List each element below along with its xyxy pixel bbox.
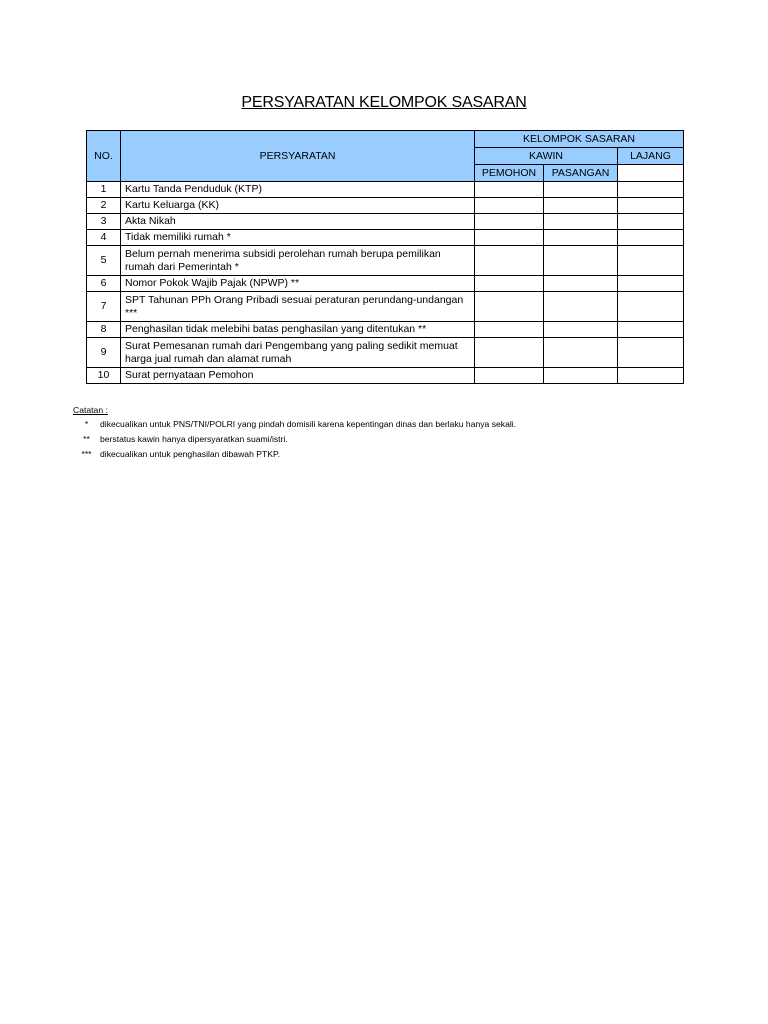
applicant-cell (475, 182, 544, 198)
notes-title: Catatan : (73, 405, 108, 415)
row-number: 3 (87, 214, 121, 230)
spouse-cell (544, 214, 618, 230)
requirement-text: SPT Tahunan PPh Orang Pribadi sesuai peraturan perundang-undangan *** (121, 292, 475, 322)
applicant-cell (475, 368, 544, 384)
spouse-cell (544, 338, 618, 368)
spouse-cell (544, 246, 618, 276)
single-cell (618, 322, 684, 338)
note-item (73, 433, 693, 448)
header-married: KAWIN (475, 148, 618, 165)
requirement-text: Akta Nikah (121, 214, 475, 230)
notes-section (73, 405, 693, 463)
requirement-text: Surat Pemesanan rumah dari Pengembang yang paling sedikit memuat harga jual rumah dan alamat rumah (121, 338, 475, 368)
note-mark: * (84, 419, 89, 429)
row-number: 9 (87, 338, 121, 368)
requirement-text: Surat pernyataan Pemohon (121, 368, 475, 384)
table-row (87, 338, 684, 368)
applicant-cell (475, 198, 544, 214)
single-cell (618, 230, 684, 246)
single-cell (618, 338, 684, 368)
header-no: NO. (87, 131, 121, 182)
requirement-text: Kartu Tanda Penduduk (KTP) (121, 182, 475, 198)
note-mark: ** (83, 434, 90, 444)
spouse-cell (544, 182, 618, 198)
note-text: dikecualikan untuk PNS/TNI/POLRI yang pindah domisili karena kepentingan dinas dan berlaku hanya sekali. (100, 419, 517, 429)
applicant-cell (475, 230, 544, 246)
spouse-cell (544, 230, 618, 246)
single-cell (618, 182, 684, 198)
spouse-cell (544, 322, 618, 338)
note-text: berstatus kawin hanya dipersyaratkan suami/istri. (100, 434, 288, 444)
requirement-text: Nomor Pokok Wajib Pajak (NPWP) ** (121, 276, 475, 292)
applicant-cell (475, 214, 544, 230)
single-cell (618, 214, 684, 230)
table-row (87, 198, 684, 214)
applicant-cell (475, 246, 544, 276)
single-cell (618, 246, 684, 276)
spouse-cell (544, 198, 618, 214)
page-title: PERSYARATAN KELOMPOK SASARAN (241, 94, 527, 111)
single-cell (618, 198, 684, 214)
header-single: LAJANG (618, 148, 684, 165)
single-cell (618, 292, 684, 322)
spouse-cell (544, 368, 618, 384)
requirement-text: Penghasilan tidak melebihi batas penghasilan yang ditentukan ** (121, 322, 475, 338)
header-target-group: KELOMPOK SASARAN (475, 131, 684, 148)
row-number: 5 (87, 246, 121, 276)
applicant-cell (475, 338, 544, 368)
note-item (73, 448, 693, 463)
row-number: 1 (87, 182, 121, 198)
header-single-blank (618, 165, 684, 182)
table-row (87, 292, 684, 322)
requirement-text: Belum pernah menerima subsidi perolehan rumah berupa pemilikan rumah dari Pemerintah * (121, 246, 475, 276)
applicant-cell (475, 276, 544, 292)
applicant-cell (475, 322, 544, 338)
row-number: 10 (87, 368, 121, 384)
applicant-cell (475, 292, 544, 322)
requirement-text: Kartu Keluarga (KK) (121, 198, 475, 214)
row-number: 6 (87, 276, 121, 292)
row-number: 2 (87, 198, 121, 214)
header-spouse: PASANGAN (544, 165, 618, 182)
table-row (87, 368, 684, 384)
requirement-text: Tidak memiliki rumah * (121, 230, 475, 246)
note-mark: *** (81, 449, 92, 459)
table-row (87, 276, 684, 292)
row-number: 4 (87, 230, 121, 246)
row-number: 8 (87, 322, 121, 338)
table-row (87, 246, 684, 276)
requirements-table (86, 130, 684, 384)
table-header (87, 131, 684, 182)
note-item (73, 418, 693, 433)
header-requirement: PERSYARATAN (121, 131, 475, 182)
table-row (87, 214, 684, 230)
single-cell (618, 368, 684, 384)
row-number: 7 (87, 292, 121, 322)
note-text: dikecualikan untuk penghasilan dibawah PTKP. (100, 449, 280, 459)
single-cell (618, 276, 684, 292)
table-row (87, 182, 684, 198)
header-applicant: PEMOHON (475, 165, 544, 182)
spouse-cell (544, 276, 618, 292)
table-row (87, 230, 684, 246)
spouse-cell (544, 292, 618, 322)
table-row (87, 322, 684, 338)
table-body (87, 182, 684, 384)
